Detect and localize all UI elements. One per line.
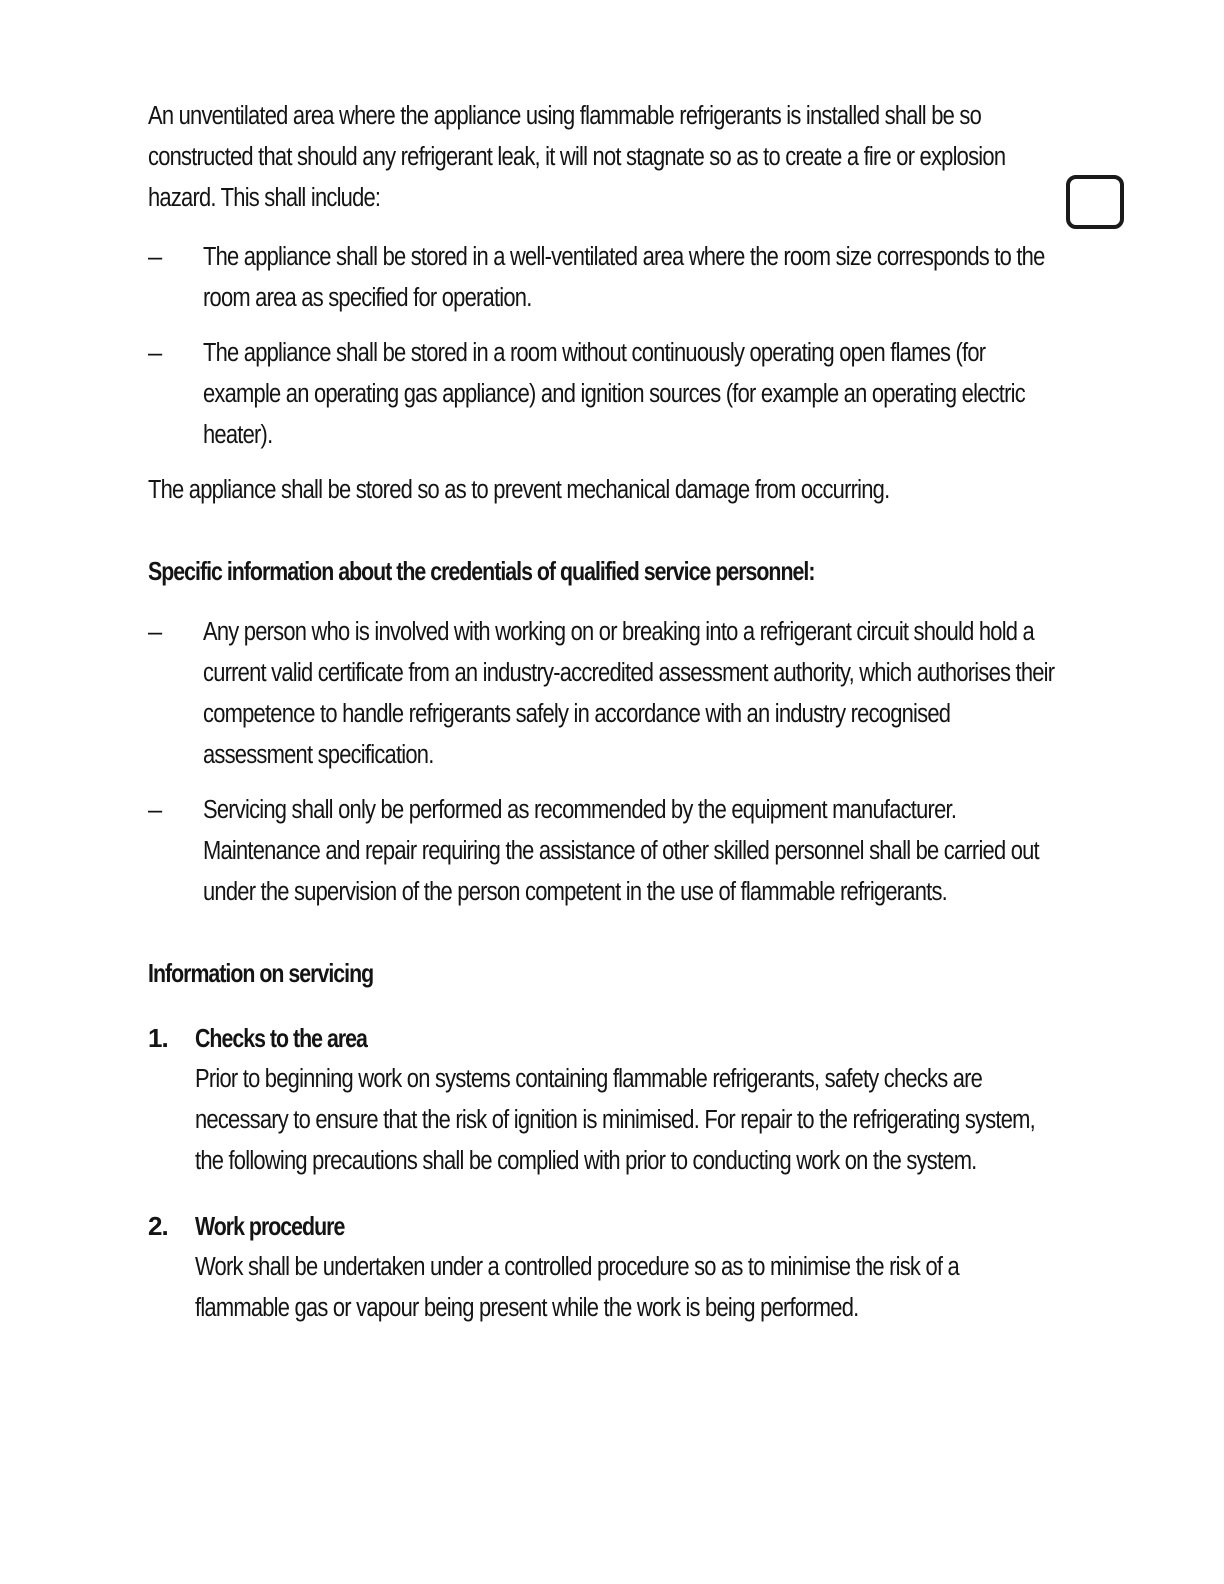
list-item-text: Servicing shall only be performed as recommended by the equipment manufacturer. Maintenance and repair requiring the assistance of other skilled personnel shall be carried out under the supervision of the person competent in the use of flammable refrigerants. — [203, 796, 1039, 906]
dash-bullet: – — [148, 243, 163, 271]
dash-bullet: – — [148, 618, 163, 646]
list-item-text: Any person who is involved with working on or breaking into a refrigerant circuit should hold a current valid certificate from an industry-accredited assessment authority, which authorises their competence to handle refrigerants safely in accordance with an industry recognised assessment specification. — [203, 618, 1055, 769]
dash-bullet: – — [148, 796, 163, 824]
servicing-step — [148, 1018, 1058, 1182]
step-number: 2. — [148, 1211, 168, 1241]
servicing-step — [148, 1206, 1058, 1329]
credentials-list — [148, 612, 1058, 913]
intro-paragraph: An unventilated area where the appliance using flammable refrigerants is installed shall be so constructed that should any refrigerant leak, it will not stagnate so as to create a fire or explosion hazard. This shall include: — [148, 102, 1006, 212]
storage-list — [148, 237, 1058, 456]
list-item-text: The appliance shall be stored in a well-ventilated area where the room size corresponds to the room area as specified for operation. — [203, 243, 1045, 312]
document-page — [148, 96, 1058, 1353]
list-item — [148, 612, 1058, 776]
storage-note: The appliance shall be stored so as to prevent mechanical damage from occurring. — [148, 476, 890, 504]
step-title: Checks to the area — [195, 1023, 367, 1053]
list-item-text: The appliance shall be stored in a room without continuously operating open flames (for example an operating gas appliance) and ignition sources (for example an operating electric heater). — [203, 339, 1025, 449]
checkbox-frame — [1066, 175, 1124, 229]
step-text: Work shall be undertaken under a controlled procedure so as to minimise the risk of a flammable gas or vapour being present while the work is being performed. — [195, 1253, 959, 1322]
step-text: Prior to beginning work on systems containing flammable refrigerants, safety checks are necessary to ensure that the risk of ignition is minimised. For repair to the refrigerating system, the following precautions shall be complied with prior to conducting work on the system. — [195, 1065, 1035, 1175]
servicing-heading: Information on servicing — [148, 958, 374, 988]
step-number: 1. — [148, 1023, 168, 1053]
credentials-heading: Specific information about the credentials of qualified service personnel: — [148, 556, 815, 586]
step-title: Work procedure — [195, 1211, 345, 1241]
list-item — [148, 237, 1058, 319]
dash-bullet: – — [148, 339, 163, 367]
list-item — [148, 790, 1058, 913]
list-item — [148, 333, 1058, 456]
